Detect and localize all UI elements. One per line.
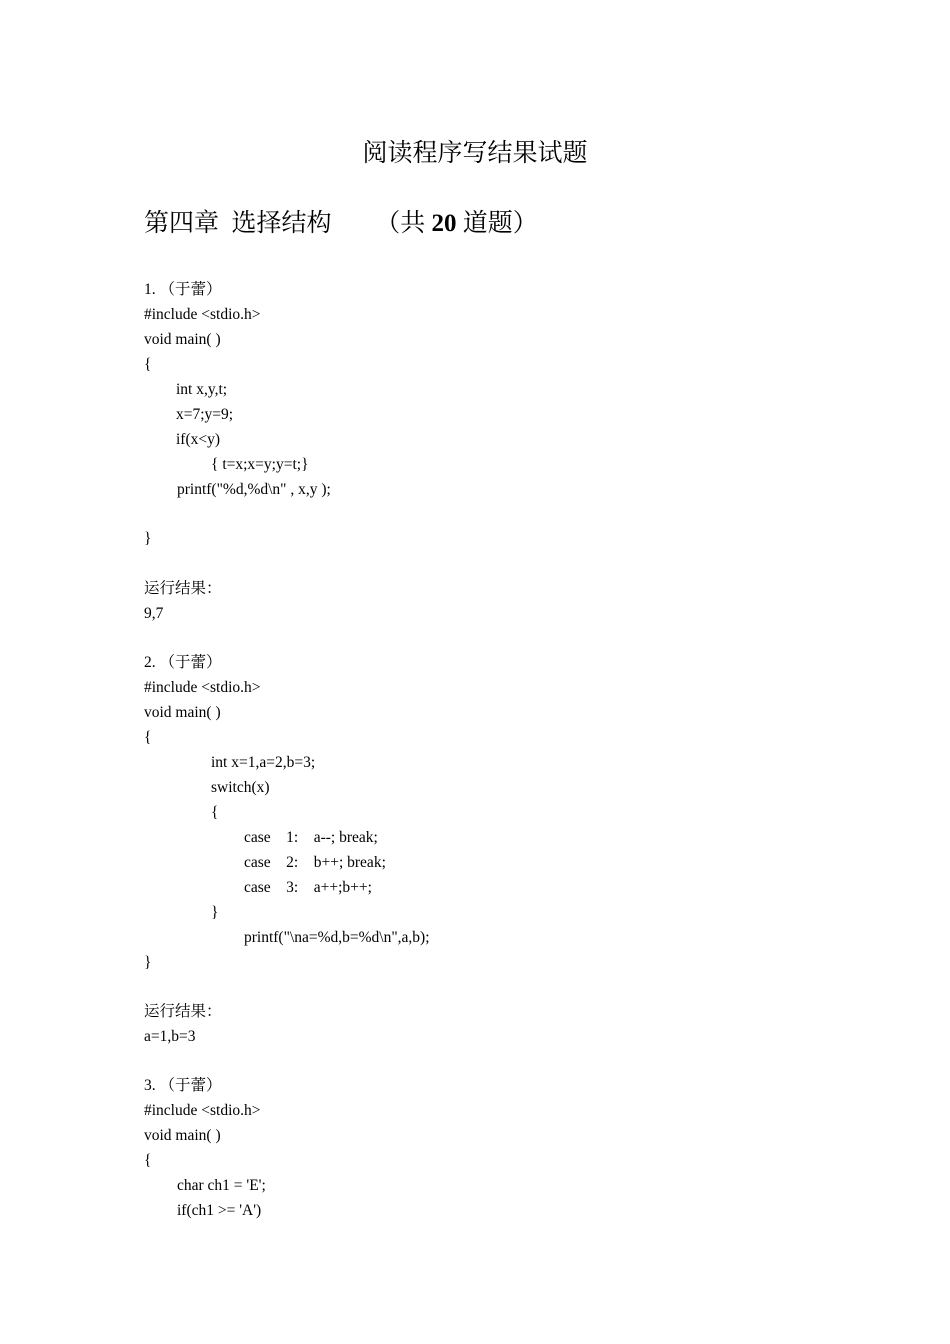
code-line: #include <stdio.h> bbox=[144, 1102, 261, 1119]
code-line: case 3: a++;b++; bbox=[244, 879, 372, 896]
code-line: } bbox=[211, 904, 219, 921]
question-2-header: 2. （于蕾） bbox=[144, 654, 222, 671]
code-line: x=7;y=9; bbox=[176, 406, 234, 423]
question-1-header: 1. （于蕾） bbox=[144, 281, 222, 298]
code-line: { bbox=[144, 729, 152, 746]
code-line: char ch1 = 'E'; bbox=[177, 1177, 266, 1194]
code-line: case 1: a--; break; bbox=[244, 829, 378, 846]
result-label: 运行结果： bbox=[144, 1003, 222, 1020]
chapter-question-count: 20 bbox=[431, 210, 457, 237]
code-line: { bbox=[144, 1152, 152, 1169]
code-line: printf("%d,%d\n" , x,y ); bbox=[177, 481, 331, 498]
code-line: { t=x;x=y;y=t;} bbox=[211, 456, 309, 473]
code-line: #include <stdio.h> bbox=[144, 679, 261, 696]
code-line: printf("\na=%d,b=%d\n",a,b); bbox=[244, 929, 430, 946]
code-line: } bbox=[144, 530, 152, 547]
code-line: void main( ) bbox=[144, 704, 221, 721]
chapter-suffix: 道题） bbox=[456, 210, 538, 237]
code-line: #include <stdio.h> bbox=[144, 306, 261, 323]
code-line: case 2: b++; break; bbox=[244, 854, 386, 871]
result-value: 9,7 bbox=[144, 605, 164, 622]
code-line: switch(x) bbox=[211, 779, 270, 796]
code-line: { bbox=[211, 804, 219, 821]
code-line: int x,y,t; bbox=[176, 381, 228, 398]
code-line: } bbox=[144, 954, 152, 971]
question-3-header: 3. （于蕾） bbox=[144, 1077, 222, 1094]
code-line: void main( ) bbox=[144, 1127, 221, 1144]
chapter-prefix: 第四章 选择结构 （共 bbox=[144, 210, 432, 237]
code-line: int x=1,a=2,b=3; bbox=[211, 754, 316, 771]
code-line: void main( ) bbox=[144, 331, 221, 348]
code-line: { bbox=[144, 356, 152, 373]
code-line: if(x<y) bbox=[176, 431, 221, 448]
code-line: if(ch1 >= 'A') bbox=[177, 1202, 262, 1219]
chapter-heading bbox=[144, 206, 538, 242]
result-value: a=1,b=3 bbox=[144, 1028, 196, 1045]
result-label: 运行结果： bbox=[144, 580, 222, 597]
document-title: 阅读程序写结果试题 bbox=[362, 140, 588, 167]
